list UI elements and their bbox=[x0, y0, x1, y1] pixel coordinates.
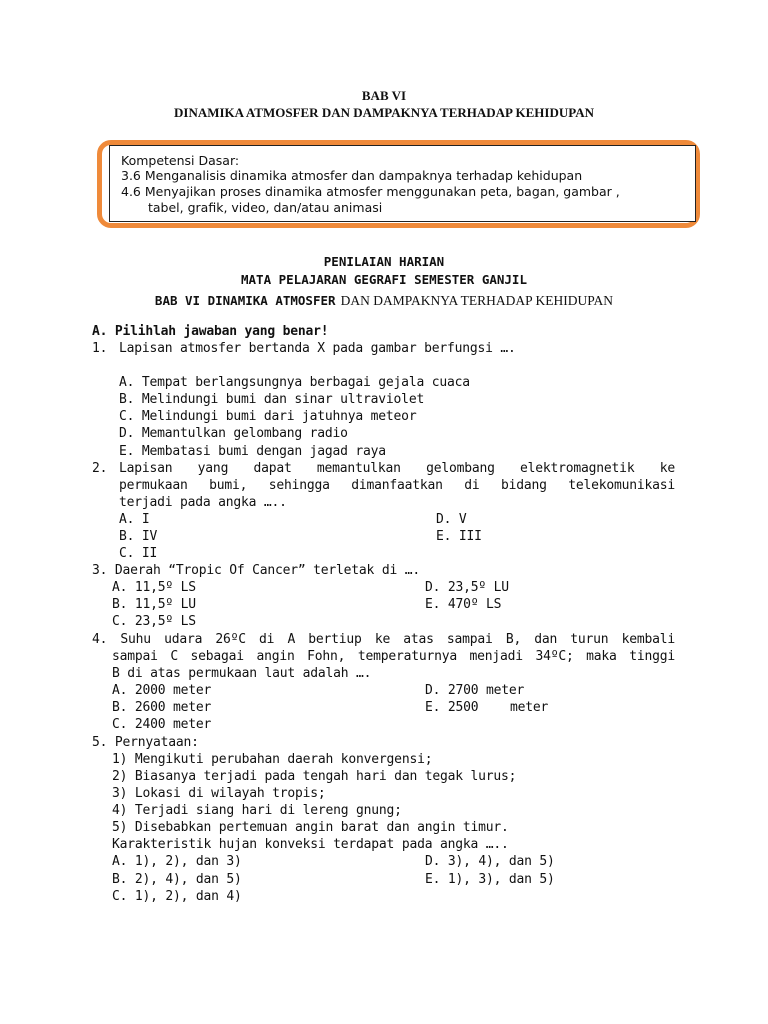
q3-text: 3. Daerah “Tropic Of Cancer” terletak di …. bbox=[92, 563, 420, 578]
q4-option-a: A. 2000 meter bbox=[112, 683, 212, 698]
q3-option-a: A. 11,5º LS bbox=[112, 580, 196, 595]
assessment-title: PENILAIAN HARIAN bbox=[323, 254, 445, 269]
q4-option-e-unit: meter bbox=[510, 700, 549, 715]
q2-option-d: D. V bbox=[436, 512, 467, 527]
q1-option-a: A. Tempat berlangsungnya berbagai gejala cuaca bbox=[119, 375, 470, 390]
q4-option-e: E. 2500 bbox=[425, 700, 479, 715]
q1-number: 1. bbox=[92, 341, 108, 356]
competency-kd2-cont: tabel, grafik, video, dan/atau animasi bbox=[148, 200, 383, 215]
q5-statement-5: 5) Disebabkan pertemuan angin barat dan angin timur. bbox=[112, 820, 509, 835]
q4-text-line2: sampai C sebagai angin Fohn, temperaturnya menjadi 34ºC; maka tinggi bbox=[112, 649, 675, 664]
assessment-subject: MATA PELAJARAN GEGRAFI SEMESTER GANJIL bbox=[241, 272, 527, 287]
q4-option-b: B. 2600 meter bbox=[112, 700, 212, 715]
q1-option-b: B. Melindungi bumi dan sinar ultraviolet bbox=[119, 392, 425, 407]
q2-option-c: C. II bbox=[119, 546, 158, 561]
q5-intro: 5. Pernyataan: bbox=[92, 735, 199, 750]
q3-option-e: E. 470º LS bbox=[425, 597, 502, 612]
competency-kd2: 4.6 Menyajikan proses dinamika atmosfer menggunakan peta, bagan, gambar , bbox=[121, 184, 620, 199]
q5-question: Karakteristik hujan konveksi terdapat pada angka ….. bbox=[112, 837, 509, 852]
assessment-chapter-a: BAB VI DINAMIKA ATMOSFER bbox=[154, 293, 336, 308]
q1-option-d: D. Memantulkan gelombang radio bbox=[119, 426, 348, 441]
q4-option-c: C. 2400 meter bbox=[112, 717, 212, 732]
q1-text: Lapisan atmosfer bertanda X pada gambar berfungsi …. bbox=[119, 341, 516, 356]
q5-statement-3: 3) Lokasi di wilayah tropis; bbox=[112, 786, 326, 801]
q5-statement-4: 4) Terjadi siang hari di lereng gnung; bbox=[112, 803, 402, 818]
q2-text-line2: permukaan bumi, sehingga dimanfaatkan di bidang telekomunikasi bbox=[119, 478, 675, 493]
q5-option-c: C. 1), 2), dan 4) bbox=[112, 889, 242, 904]
q4-text-line1: 4. Suhu udara 26ºC di A bertiup ke atas sampai B, dan turun kembali bbox=[92, 632, 675, 647]
q5-option-d: D. 3), 4), dan 5) bbox=[425, 854, 555, 869]
q4-option-d: D. 2700 meter bbox=[425, 683, 525, 698]
q2-text-line3: terjadi pada angka ….. bbox=[119, 495, 287, 510]
q5-statement-2: 2) Biasanya terjadi pada tengah hari dan tegak lurus; bbox=[112, 769, 517, 784]
competency-kd1: 3.6 Menganalisis dinamika atmosfer dan dampaknya terhadap kehidupan bbox=[121, 168, 583, 183]
q1-option-e: E. Membatasi bumi dengan jagad raya bbox=[119, 444, 386, 459]
q2-option-a: A. I bbox=[119, 512, 150, 527]
q3-option-b: B. 11,5º LU bbox=[112, 597, 196, 612]
competency-label: Kompetensi Dasar: bbox=[121, 153, 240, 168]
q5-statement-1: 1) Mengikuti perubahan daerah konvergensi; bbox=[112, 752, 433, 767]
q5-option-a: A. 1), 2), dan 3) bbox=[112, 854, 242, 869]
q1-option-c: C. Melindungi bumi dari jatuhnya meteor bbox=[119, 409, 417, 424]
q2-option-b: B. IV bbox=[119, 529, 158, 544]
section-title: A. Pilihlah jawaban yang benar! bbox=[92, 324, 329, 339]
q3-option-d: D. 23,5º LU bbox=[425, 580, 509, 595]
q2-text-line1: Lapisan yang dapat memantulkan gelombang elektromagnetik ke bbox=[119, 461, 675, 476]
q2-option-e: E. III bbox=[436, 529, 482, 544]
q2-number: 2. bbox=[92, 461, 108, 476]
q5-option-b: B. 2), 4), dan 5) bbox=[112, 872, 242, 887]
chapter-number: BAB VI bbox=[361, 88, 407, 103]
q4-text-line3: B di atas permukaan laut adalah …. bbox=[112, 666, 372, 681]
q5-option-e: E. 1), 3), dan 5) bbox=[425, 872, 555, 887]
assessment-chapter-b: DAN DAMPAKNYA TERHADAP KEHIDUPAN bbox=[340, 293, 614, 308]
chapter-title: DINAMIKA ATMOSFER DAN DAMPAKNYA TERHADAP KEHIDUPAN bbox=[174, 105, 594, 120]
q3-option-c: C. 23,5º LS bbox=[112, 614, 196, 629]
assessment-chapter bbox=[0, 290, 768, 309]
